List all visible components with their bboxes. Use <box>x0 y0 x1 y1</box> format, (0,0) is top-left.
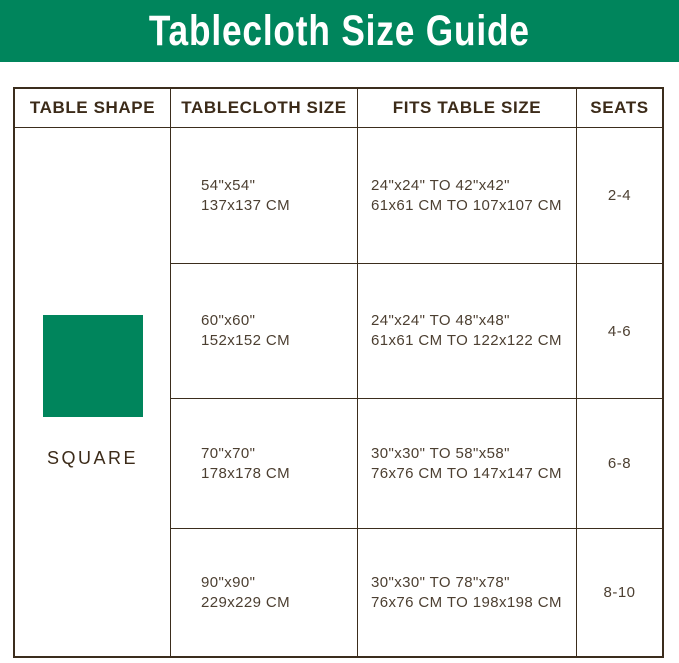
table-row-3-tablecloth-size <box>171 398 358 528</box>
tablecloth-size-inches: 90"x90" <box>201 573 256 591</box>
fits-size-inches: 30"x30" TO 78"x78" <box>371 573 510 591</box>
column-header-label: TABLE SHAPE <box>29 98 156 117</box>
tablecloth-size-inches: 54"x54" <box>201 176 256 194</box>
seats-value: 6-8 <box>607 455 632 472</box>
fits-size-inches: 24"x24" TO 48"x48" <box>371 312 510 329</box>
column-header-label: SEATS <box>590 98 649 117</box>
table-row-2-tablecloth-size <box>171 263 358 398</box>
fits-size-cm: 76x76 CM TO 198x198 CM <box>371 593 562 611</box>
title-banner <box>0 0 679 62</box>
table-row-3-seats <box>577 398 662 528</box>
table-row-3-fits-table-size <box>358 398 577 528</box>
tablecloth-size-cm: 152x152 CM <box>201 332 291 349</box>
seats-value: 4-6 <box>607 322 632 340</box>
seats-value: 8-10 <box>603 584 636 601</box>
table-row-1-tablecloth-size <box>171 128 358 263</box>
tablecloth-size-inches: 70"x70" <box>201 444 256 462</box>
square-shape-swatch <box>43 315 143 417</box>
tablecloth-size-inches: 60"x60" <box>201 312 256 329</box>
fits-size-inches: 30"x30" TO 58"x58" <box>371 444 510 462</box>
tablecloth-size-cm: 229x229 CM <box>201 593 291 611</box>
table-row-4-tablecloth-size <box>171 528 358 656</box>
tablecloth-size-cm: 137x137 CM <box>201 196 291 214</box>
size-guide-table <box>13 87 664 658</box>
table-shape-cell <box>15 128 171 656</box>
column-header-label: TABLECLOTH SIZE <box>181 98 347 117</box>
fits-size-cm: 61x61 CM TO 122x122 CM <box>371 332 562 349</box>
seats-value: 2-4 <box>607 187 632 204</box>
fits-size-cm: 61x61 CM TO 107x107 CM <box>371 196 562 214</box>
table-row-1-seats <box>577 128 662 263</box>
table-row-2-seats <box>577 263 662 398</box>
fits-size-inches: 24"x24" TO 42"x42" <box>371 176 510 194</box>
column-header-table-shape <box>15 89 171 128</box>
column-header-seats <box>577 89 662 128</box>
table-row-2-fits-table-size <box>358 263 577 398</box>
tablecloth-size-cm: 178x178 CM <box>201 464 291 482</box>
shape-label: SQUARE <box>46 448 139 468</box>
column-header-fits-table-size <box>358 89 577 128</box>
fits-size-cm: 76x76 CM TO 147x147 CM <box>371 464 562 482</box>
table-row-1-fits-table-size <box>358 128 577 263</box>
column-header-label: FITS TABLE SIZE <box>392 98 542 117</box>
table-row-4-fits-table-size <box>358 528 577 656</box>
table-row-4-seats <box>577 528 662 656</box>
page-title: Tablecloth Size Guide <box>149 6 530 55</box>
column-header-tablecloth-size <box>171 89 358 128</box>
